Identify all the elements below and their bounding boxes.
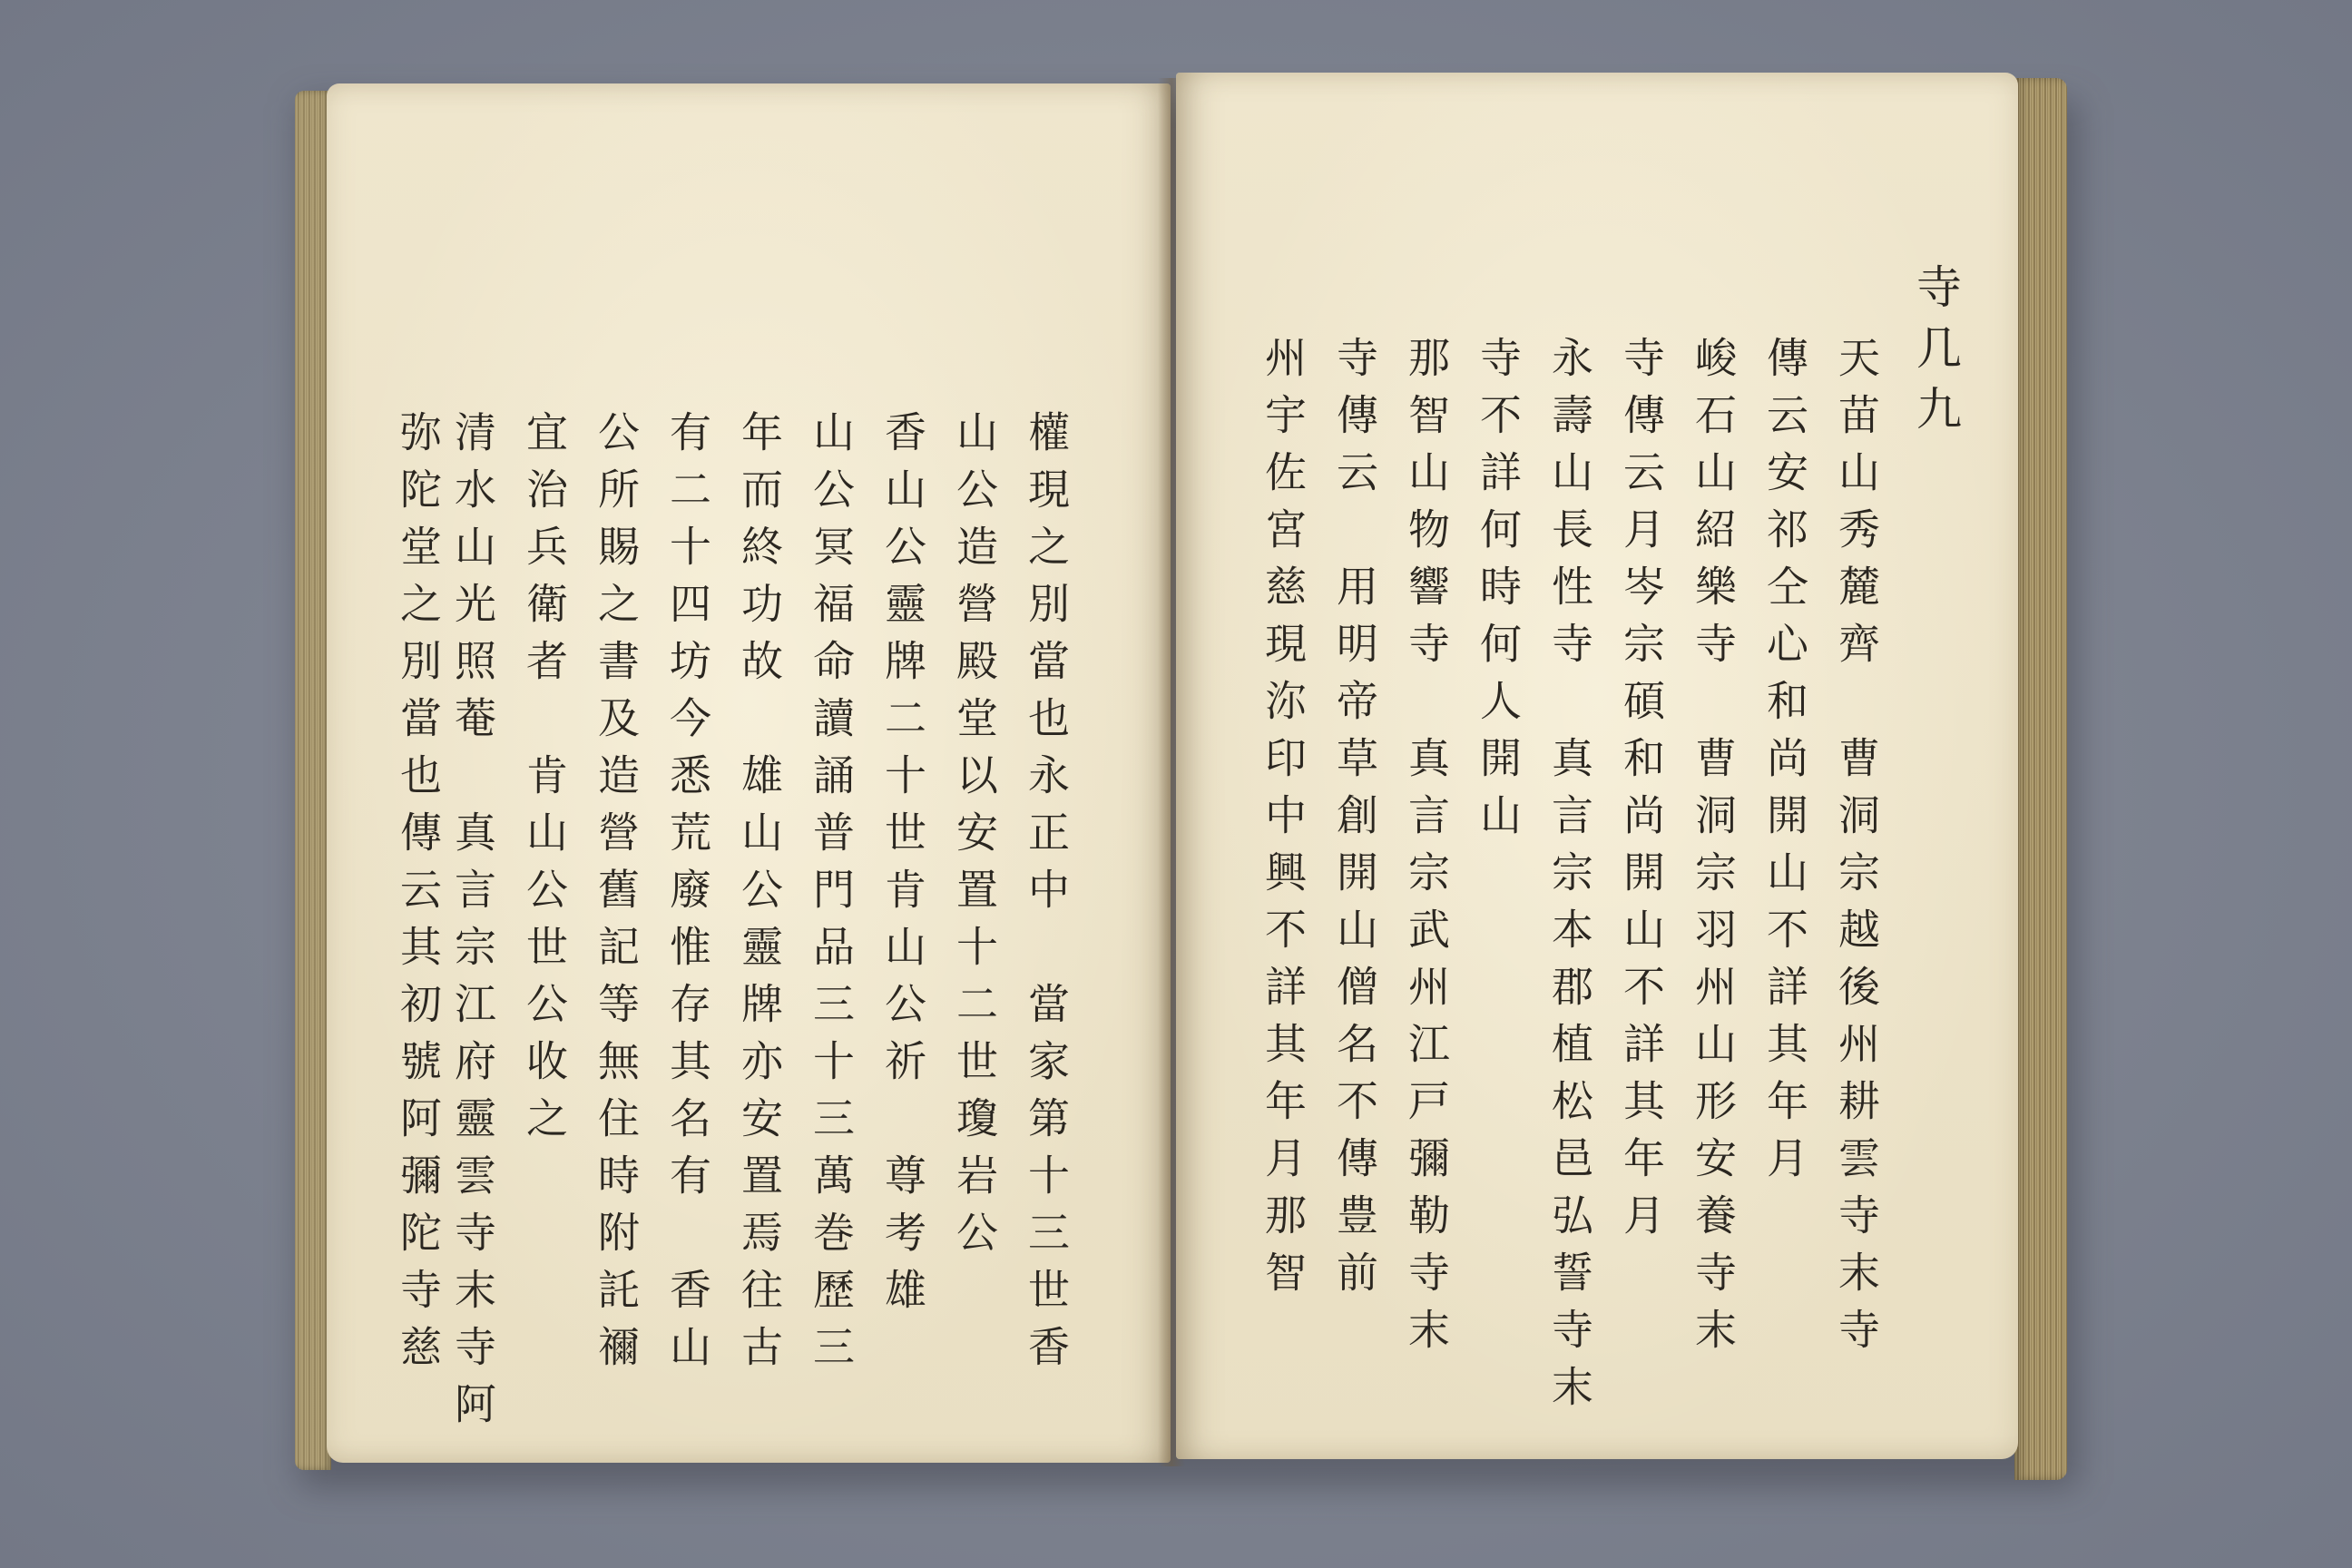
right-page-column-9: 寺傳云 用明帝草創開山僧名不傳豊前 <box>1330 336 1379 1308</box>
right-page-column-6: 永壽山長性寺 真言宗本郡植松邑弘誓寺末 <box>1545 336 1594 1422</box>
right-page-heading: 寺几九 <box>1909 263 1962 446</box>
left-page-column-9: 清水山光照菴 真言宗江府靈雲寺末寺阿 <box>448 410 497 1439</box>
left-page-column-8: 宜治兵衛者 肯山公世公收之 <box>520 410 569 1153</box>
left-page-column-5: 年而終功故 雄山公靈牌亦安置焉往古 <box>735 410 784 1382</box>
right-page-edges <box>2014 78 2067 1480</box>
left-page-column-2: 山公造營殿堂以安置十二世瓊岩公 <box>950 410 999 1268</box>
left-page-column-1: 權現之別當也永正中 當家第十三世香 <box>1022 410 1071 1382</box>
right-page <box>1176 73 2018 1459</box>
right-page-column-3: 傳云安祁仝心和尚開山不詳其年月 <box>1760 336 1809 1193</box>
left-page-edges <box>295 91 331 1470</box>
right-page-column-5: 寺傳云月岑宗碩和尚開山不詳其年月 <box>1617 336 1666 1250</box>
right-page-column-8: 那智山物響寺 真言宗武州江戸彌勒寺末 <box>1402 336 1451 1365</box>
left-page-column-7: 公所賜之書及造營舊記等無住時附託禰 <box>592 410 641 1382</box>
right-page-column-10: 州宇佐宮慈現沵印中興不詳其年月那智 <box>1259 336 1308 1308</box>
right-page-column-2: 天苗山秀麓齊 曹洞宗越後州耕雲寺末寺 <box>1832 336 1881 1365</box>
left-page-column-3: 香山公靈牌二十世肯山公祈 尊考雄 <box>878 410 927 1325</box>
left-page-column-10: 弥陀堂之別當也傳云其初號阿彌陀寺慈 <box>394 410 443 1382</box>
left-page <box>327 83 1171 1463</box>
right-page-column-7: 寺不詳何時何人開山 <box>1474 336 1523 850</box>
left-page-column-4: 山公冥福命讀誦普門品三十三萬巻歷三 <box>807 410 856 1382</box>
left-page-column-6: 有二十四坊今悉荒廢惟存其名有 香山 <box>663 410 712 1382</box>
right-page-column-4: 峻石山紹樂寺 曹洞宗羽州山形安養寺末 <box>1689 336 1738 1365</box>
